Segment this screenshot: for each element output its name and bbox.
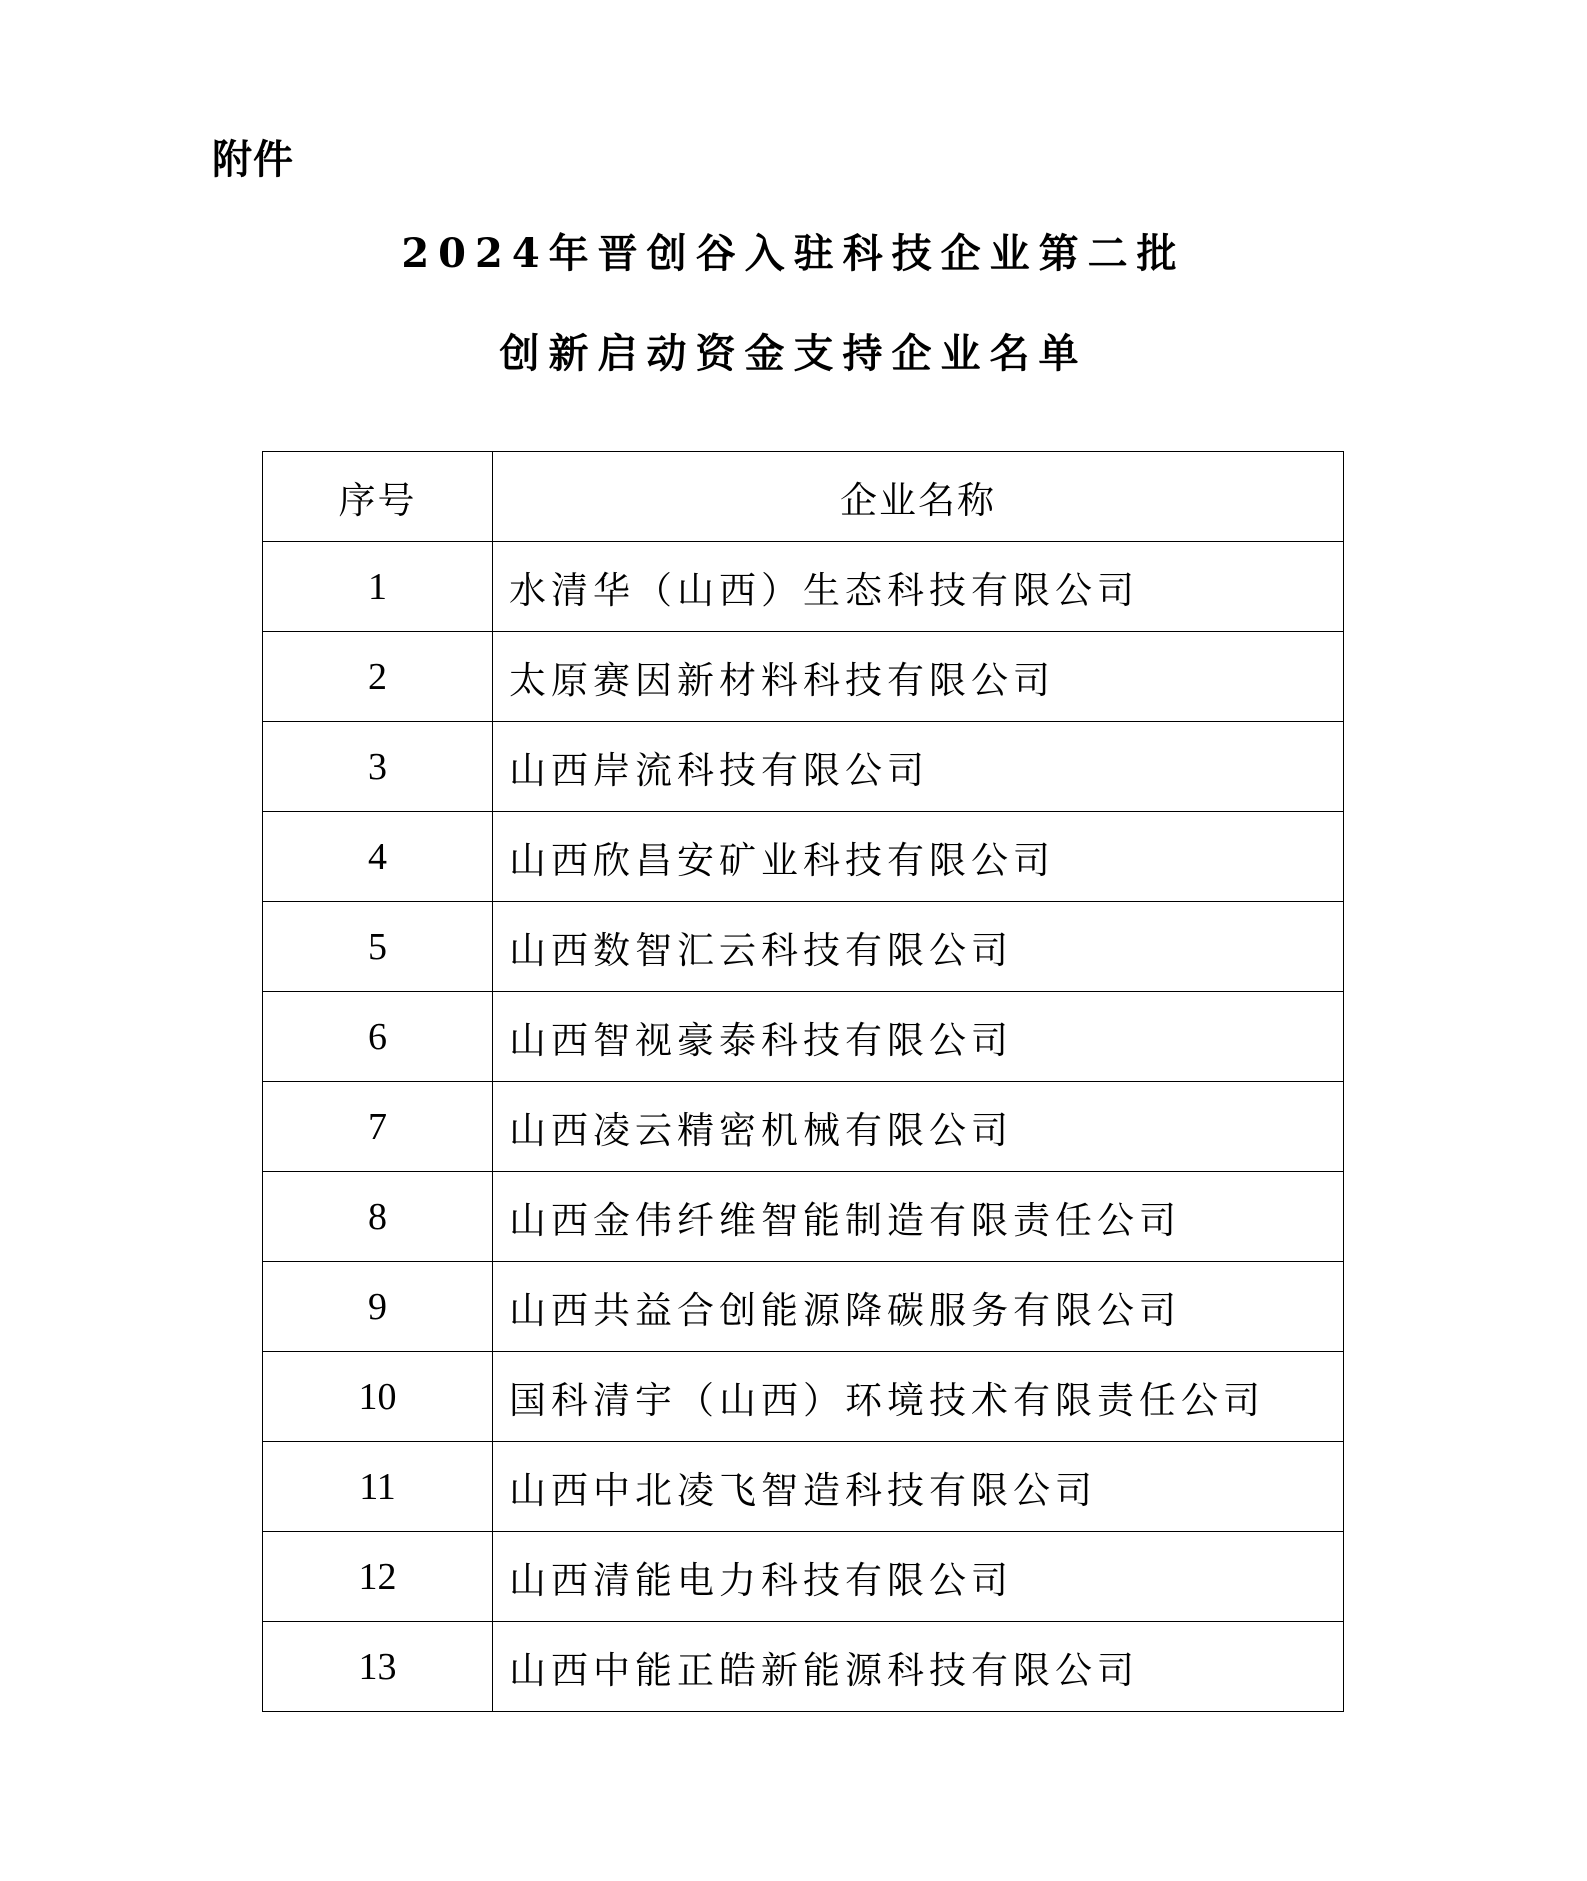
company-list-table [262, 451, 1344, 1712]
header-company-name: 企业名称 [493, 452, 1344, 542]
table-row [263, 1442, 1344, 1532]
company-name: 山西岸流科技有限公司 [493, 722, 1344, 812]
company-name: 山西智视豪泰科技有限公司 [493, 992, 1344, 1082]
company-name: 山西欣昌安矿业科技有限公司 [493, 812, 1344, 902]
table-row [263, 1262, 1344, 1352]
company-name: 水清华（山西）生态科技有限公司 [493, 542, 1344, 632]
row-index: 4 [263, 812, 493, 902]
company-name: 山西共益合创能源降碳服务有限公司 [493, 1262, 1344, 1352]
document-title-line-2: 创新启动资金支持企业名单 [499, 330, 1088, 377]
row-index: 3 [263, 722, 493, 812]
row-index: 12 [263, 1532, 493, 1622]
row-index: 10 [263, 1352, 493, 1442]
company-name: 山西中能正皓新能源科技有限公司 [493, 1622, 1344, 1712]
table-header-row [263, 452, 1344, 542]
table-row [263, 542, 1344, 632]
table-row [263, 1352, 1344, 1442]
document-title-line-1: 2024年晋创谷入驻科技企业第二批 [401, 230, 1186, 277]
row-index: 13 [263, 1622, 493, 1712]
row-index: 5 [263, 902, 493, 992]
row-index: 7 [263, 1082, 493, 1172]
row-index: 11 [263, 1442, 493, 1532]
table-row [263, 902, 1344, 992]
row-index: 2 [263, 632, 493, 722]
table-row [263, 722, 1344, 812]
table-row [263, 1622, 1344, 1712]
company-name: 山西金伟纤维智能制造有限责任公司 [493, 1172, 1344, 1262]
table-row [263, 632, 1344, 722]
company-name: 太原赛因新材料科技有限公司 [493, 632, 1344, 722]
company-name: 山西清能电力科技有限公司 [493, 1532, 1344, 1622]
row-index: 6 [263, 992, 493, 1082]
row-index: 9 [263, 1262, 493, 1352]
company-name: 山西凌云精密机械有限公司 [493, 1082, 1344, 1172]
company-name: 山西数智汇云科技有限公司 [493, 902, 1344, 992]
row-index: 8 [263, 1172, 493, 1262]
company-name: 山西中北凌飞智造科技有限公司 [493, 1442, 1344, 1532]
table-row [263, 812, 1344, 902]
attachment-label: 附件 [212, 137, 294, 183]
table-row [263, 992, 1344, 1082]
header-index: 序号 [263, 452, 493, 542]
row-index: 1 [263, 542, 493, 632]
table-row [263, 1532, 1344, 1622]
table-row [263, 1172, 1344, 1262]
table-row [263, 1082, 1344, 1172]
company-name: 国科清宇（山西）环境技术有限责任公司 [493, 1352, 1344, 1442]
